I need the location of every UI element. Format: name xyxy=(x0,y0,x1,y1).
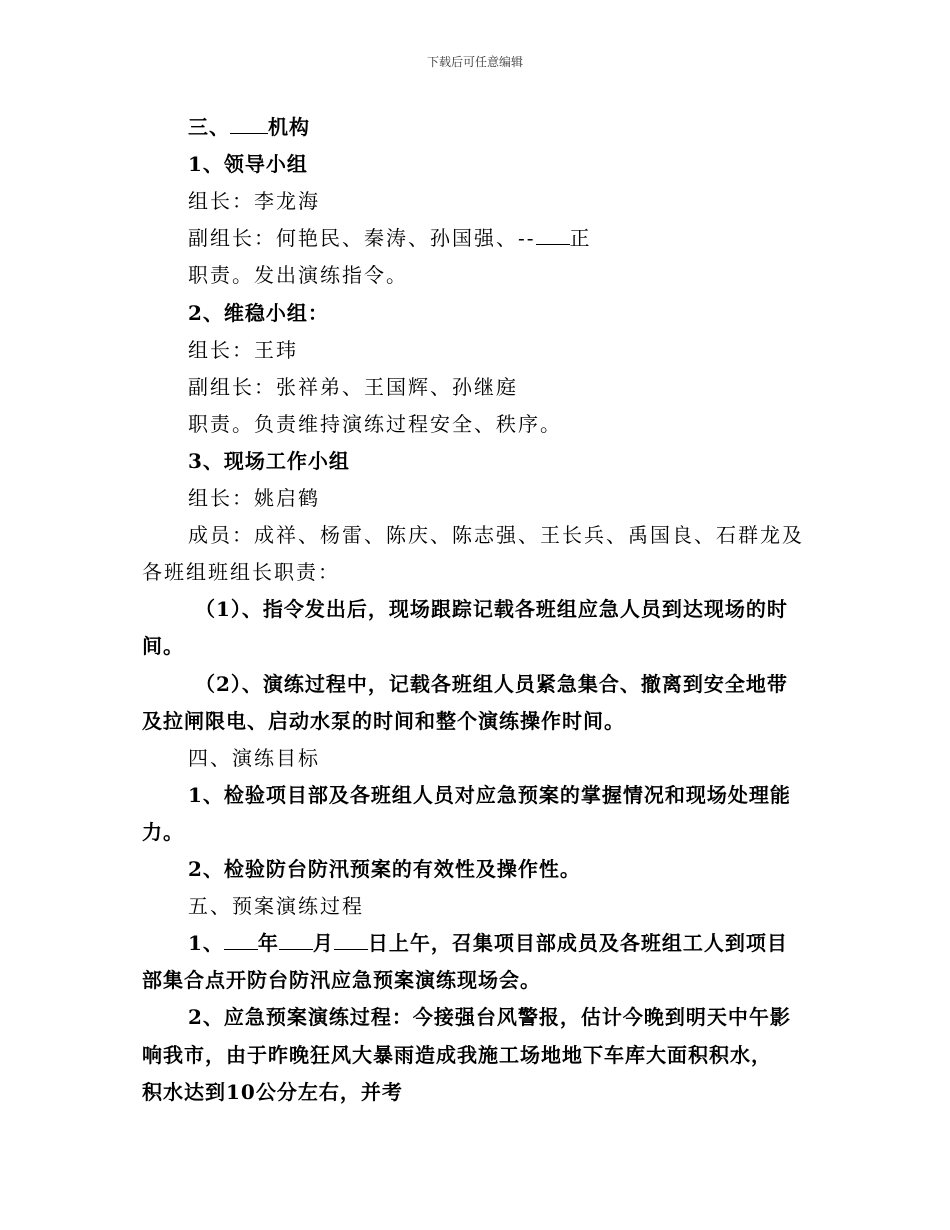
blank-line xyxy=(279,931,313,950)
section-heading-4: 四、演练目标 xyxy=(188,746,320,770)
paragraph-line: 2、应急预案演练过程：今接强台风警报，估计今晚到明天中午影 xyxy=(188,1005,791,1029)
paragraph-line: 间。 xyxy=(142,634,184,658)
line-text: 日上午，召集项目部成员及各班组工人到项目 xyxy=(367,931,788,955)
page-header: 下载后可任意编辑 xyxy=(426,55,523,69)
paragraph-line: 职责。负责维持演练过程安全、秩序。 xyxy=(188,412,562,436)
paragraph-line: 积水达到10公分左右，并考 xyxy=(142,1080,403,1104)
section-heading-3 xyxy=(188,114,860,140)
paragraph-line: 组长：姚启鹤 xyxy=(188,486,320,510)
blank-line xyxy=(224,931,258,950)
line-text: 1、 xyxy=(188,931,224,955)
paragraph-line: 2、检验防台防汛预案的有效性及操作性。 xyxy=(188,857,581,881)
subheading-stability: 2、维稳小组： xyxy=(188,301,329,325)
paragraph-line: （1）、指令发出后，现场跟踪记载各班组应急人员到达现场的时 xyxy=(195,597,788,621)
blank-line xyxy=(536,226,570,245)
blank-line xyxy=(334,931,368,950)
line-text: 正 xyxy=(569,226,592,250)
paragraph-line: 成员：成祥、杨雷、陈庆、陈志强、王长兵、禹国良、石群龙及 xyxy=(188,523,804,547)
paragraph-line xyxy=(188,930,860,956)
paragraph-line: 部集合点开防台防汛应急预案演练现场会。 xyxy=(142,968,541,992)
paragraph-line: 组长：李龙海 xyxy=(188,189,320,213)
subheading-leadership: 1、领导小组 xyxy=(188,152,308,176)
heading-text: 机构 xyxy=(268,115,310,139)
paragraph-line: 副组长：张祥弟、王国辉、孙继庭 xyxy=(188,375,518,399)
heading-prefix: 三、 xyxy=(188,115,230,139)
paragraph-line: 力。 xyxy=(142,820,184,844)
line-text: 年 xyxy=(257,931,279,955)
paragraph-line xyxy=(188,225,860,251)
paragraph-line: 1、检验项目部及各班组人员对应急预案的掌握情况和现场处理能 xyxy=(188,783,791,807)
paragraph-line: 各班组班组长职责： xyxy=(142,560,340,584)
paragraph-line: 组长：王玮 xyxy=(188,338,298,362)
paragraph-line: 响我市，由于昨晚狂风大暴雨造成我施工场地地下车库大面积积水， xyxy=(142,1043,772,1067)
blank-line xyxy=(230,115,268,134)
paragraph-line: 及拉闸限电、启动水泵的时间和整个演练操作时间。 xyxy=(142,709,625,733)
section-heading-5: 五、预案演练过程 xyxy=(188,894,364,918)
line-text: 副组长：何艳民、秦涛、孙国强、-- xyxy=(188,226,536,250)
line-text: 月 xyxy=(312,931,334,955)
paragraph-line: （2）、演练过程中，记载各班组人员紧急集合、撤离到安全地带 xyxy=(195,672,788,696)
paragraph-line: 职责。发出演练指令。 xyxy=(188,263,408,287)
subheading-onsite: 3、现场工作小组 xyxy=(188,449,350,473)
